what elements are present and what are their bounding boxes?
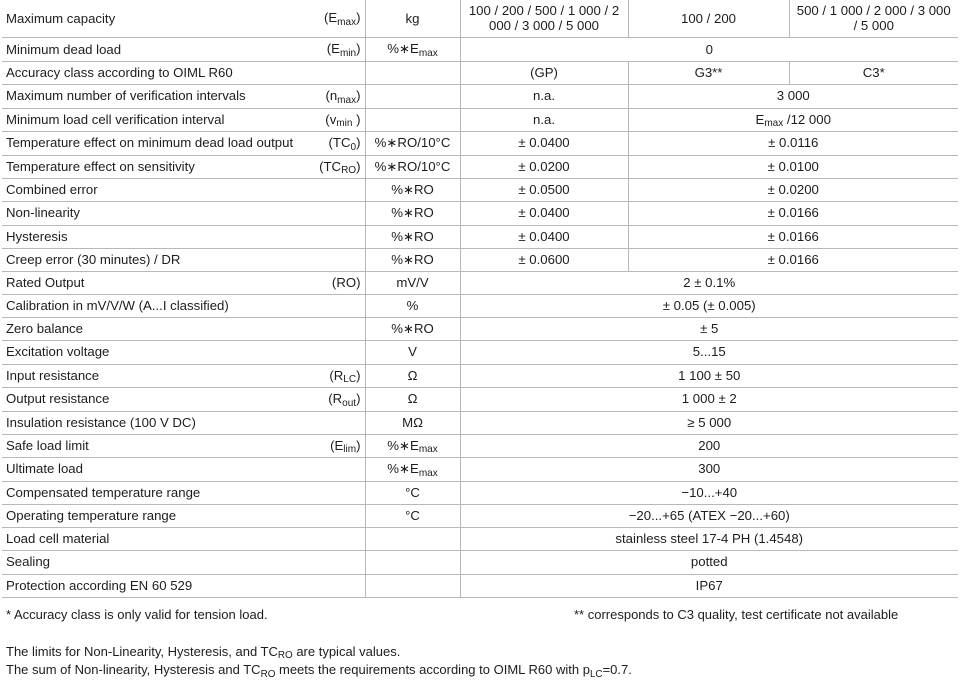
row-parameter-label: Load cell material	[2, 528, 292, 551]
row-value-g3-c3	[628, 108, 958, 132]
footnote-note-1-pre: The limits for Non-Linearity, Hysteresis, and TC	[6, 643, 278, 659]
row-symbol-sub: min	[339, 47, 357, 59]
row-symbol-base: (R	[329, 367, 344, 383]
footnote-note-2-sub: RO	[260, 668, 276, 680]
row-parameter-label: Minimum load cell verification interval	[2, 108, 292, 132]
row-value-g3-c3: ± 0.0166	[628, 248, 958, 271]
footnote-note-1	[6, 643, 954, 661]
row-symbol	[292, 155, 365, 179]
table-row	[2, 388, 958, 412]
table-row	[2, 318, 958, 341]
row-unit-base: Ω	[407, 391, 418, 407]
row-parameter-label: Rated Output	[2, 271, 292, 294]
row-symbol	[292, 108, 365, 132]
row-unit	[365, 434, 460, 458]
row-value-g3-c3-sub: max	[764, 118, 784, 130]
row-unit	[365, 551, 460, 574]
row-value-all: ≥ 5 000	[460, 411, 958, 434]
row-unit	[365, 132, 460, 156]
row-parameter-label: Temperature effect on sensitivity	[2, 155, 292, 179]
row-symbol-tail: )	[356, 367, 361, 383]
row-unit-sub: max	[418, 467, 438, 479]
row-value-g3-c3: ± 0.0100	[628, 155, 958, 179]
row-symbol	[292, 85, 365, 109]
table-row	[2, 528, 958, 551]
row-unit-base: °C	[405, 484, 420, 500]
row-parameter-label: Zero balance	[2, 318, 292, 341]
row-symbol	[292, 458, 365, 482]
row-parameter-label: Accuracy class according to OIML R60	[2, 61, 292, 84]
load-cell-specification-table	[2, 0, 958, 598]
row-value-g3: 100 / 200	[628, 0, 789, 38]
row-parameter-label: Hysteresis	[2, 225, 292, 248]
row-value-g3-c3: ± 0.0166	[628, 225, 958, 248]
table-row	[2, 179, 958, 202]
row-parameter-label: Minimum dead load	[2, 38, 292, 62]
row-parameter-label: Input resistance	[2, 364, 292, 388]
row-value-g3-c3-tail: /12 000	[783, 111, 831, 127]
row-symbol-base: (v	[325, 111, 337, 127]
row-parameter-label: Protection according EN 60 529	[2, 574, 292, 597]
row-symbol-sub: min	[336, 118, 353, 130]
row-symbol	[292, 434, 365, 458]
footnote-star-row	[6, 607, 954, 624]
row-symbol-sub: out	[342, 397, 357, 409]
row-unit	[365, 85, 460, 109]
row-value-gp: ± 0.0600	[460, 248, 628, 271]
row-symbol	[292, 248, 365, 271]
row-symbol	[292, 505, 365, 528]
row-value-all: ± 5	[460, 318, 958, 341]
table-row	[2, 248, 958, 271]
row-value-g3: G3**	[628, 61, 789, 84]
row-value-g3-c3: ± 0.0116	[628, 132, 958, 156]
table-row	[2, 434, 958, 458]
row-symbol	[292, 481, 365, 504]
row-symbol-sub: LC	[343, 374, 357, 386]
row-unit	[365, 341, 460, 364]
row-value-all: 1 000 ± 2	[460, 388, 958, 412]
row-parameter-label: Ultimate load	[2, 458, 292, 482]
row-unit	[365, 155, 460, 179]
row-symbol	[292, 0, 365, 38]
table-row	[2, 411, 958, 434]
row-symbol-tail: )	[356, 10, 361, 26]
table-row	[2, 295, 958, 318]
table-row	[2, 108, 958, 132]
row-symbol	[292, 132, 365, 156]
footnote-single-star: * Accuracy class is only valid for tension load.	[6, 606, 268, 622]
row-symbol	[292, 295, 365, 318]
table-row	[2, 271, 958, 294]
row-value-c3: 500 / 1 000 / 2 000 / 3 000 / 5 000	[789, 0, 958, 38]
row-unit	[365, 179, 460, 202]
row-symbol	[292, 388, 365, 412]
row-symbol-sub: 0	[350, 141, 357, 153]
row-unit-base: kg	[405, 10, 420, 26]
row-unit	[365, 0, 460, 38]
row-value-all: ± 0.05 (± 0.005)	[460, 295, 958, 318]
table-row	[2, 132, 958, 156]
row-parameter-label: Combined error	[2, 179, 292, 202]
row-symbol-sub: max	[337, 94, 357, 106]
table-row	[2, 85, 958, 109]
table-row	[2, 551, 958, 574]
row-parameter-label: Temperature effect on minimum dead load output	[2, 132, 292, 156]
row-parameter-label: Sealing	[2, 551, 292, 574]
row-value-gp: n.a.	[460, 85, 628, 109]
table-row	[2, 505, 958, 528]
footnote-note-1-post: are typical values.	[292, 643, 401, 659]
row-symbol-sub: lim	[343, 444, 357, 456]
table-row	[2, 225, 958, 248]
footnote-note-2	[6, 661, 954, 679]
row-parameter-label: Maximum number of verification intervals	[2, 85, 292, 109]
row-value-all: 300	[460, 458, 958, 482]
row-unit	[365, 318, 460, 341]
row-unit	[365, 38, 460, 62]
row-value-gp: (GP)	[460, 61, 628, 84]
row-unit	[365, 574, 460, 597]
row-symbol	[292, 574, 365, 597]
row-symbol	[292, 202, 365, 225]
row-unit-base: %∗E	[387, 461, 419, 477]
footnotes	[0, 607, 960, 680]
row-symbol-sub: max	[337, 17, 357, 28]
row-value-c3: C3*	[789, 61, 958, 84]
row-value-g3-c3: ± 0.0166	[628, 202, 958, 225]
row-unit-base: %∗RO/10°C	[374, 158, 451, 174]
row-parameter-label: Non-linearity	[2, 202, 292, 225]
row-value-gp: ± 0.0200	[460, 155, 628, 179]
row-value-gp: ± 0.0400	[460, 225, 628, 248]
row-symbol-sub: RO	[341, 165, 357, 177]
table-row	[2, 574, 958, 597]
footnote-note-2-pre: The sum of Non-linearity, Hysteresis and TC	[6, 662, 261, 678]
row-symbol	[292, 61, 365, 84]
row-symbol	[292, 411, 365, 434]
row-symbol	[292, 528, 365, 551]
table-row	[2, 481, 958, 504]
row-value-gp: ± 0.0400	[460, 202, 628, 225]
row-parameter-label: Output resistance	[2, 388, 292, 412]
row-value-gp: ± 0.0500	[460, 179, 628, 202]
row-symbol-base: (TC	[319, 158, 342, 174]
row-symbol-base: (n	[325, 88, 338, 104]
row-value-all: 1 100 ± 50	[460, 364, 958, 388]
row-unit	[365, 271, 460, 294]
row-value-gp: n.a.	[460, 108, 628, 132]
table-row	[2, 341, 958, 364]
row-value-all: potted	[460, 551, 958, 574]
row-symbol-base: (RO)	[331, 274, 361, 290]
row-value-all: 200	[460, 434, 958, 458]
footnote-note-2-mid: meets the requirements according to OIML R60 with p	[275, 662, 590, 678]
row-unit-base: MΩ	[402, 414, 423, 430]
footnote-note-1-sub: RO	[277, 650, 293, 662]
row-symbol-tail: )	[352, 111, 361, 127]
row-value-g3-c3: ± 0.0200	[628, 179, 958, 202]
row-value-all: 0	[460, 38, 958, 62]
row-symbol	[292, 225, 365, 248]
table-row	[2, 458, 958, 482]
footnote-notes	[6, 643, 954, 680]
row-unit-base: %∗RO	[391, 182, 434, 198]
row-value-g3-c3-base: E	[755, 111, 765, 127]
table-row	[2, 61, 958, 84]
row-unit-base: %∗RO	[391, 228, 434, 244]
table-row	[2, 0, 958, 38]
row-value-all: 2 ± 0.1%	[460, 271, 958, 294]
row-unit-base: %∗E	[387, 41, 419, 57]
row-symbol	[292, 364, 365, 388]
row-parameter-label: Calibration in mV/V/W (A...I classified)	[2, 295, 292, 318]
row-unit-base: %∗E	[387, 437, 419, 453]
row-value-all: stainless steel 17-4 PH (1.4548)	[460, 528, 958, 551]
table-row	[2, 364, 958, 388]
row-symbol	[292, 551, 365, 574]
row-unit	[365, 388, 460, 412]
row-value-all: −10...+40	[460, 481, 958, 504]
row-symbol-tail: )	[356, 158, 361, 174]
row-unit-base: V	[408, 344, 417, 360]
row-symbol	[292, 341, 365, 364]
row-parameter-label: Creep error (30 minutes) / DR	[2, 248, 292, 271]
row-parameter-label: Excitation voltage	[2, 341, 292, 364]
row-unit	[365, 248, 460, 271]
row-unit	[365, 364, 460, 388]
row-symbol-base: (TC	[328, 135, 351, 151]
footnote-note-2-post: =0.7.	[602, 662, 632, 678]
row-unit	[365, 61, 460, 84]
row-unit-base: °C	[405, 508, 420, 524]
row-unit	[365, 108, 460, 132]
row-value-all: 5...15	[460, 341, 958, 364]
row-symbol	[292, 179, 365, 202]
row-unit	[365, 225, 460, 248]
row-value-gp: 100 / 200 / 500 / 1 000 / 2 000 / 3 000 / 5 000	[460, 0, 628, 38]
row-unit-sub: max	[418, 444, 438, 456]
row-symbol-tail: )	[356, 41, 361, 57]
row-unit	[365, 458, 460, 482]
row-unit	[365, 528, 460, 551]
row-unit-base: mV/V	[396, 274, 429, 290]
row-symbol	[292, 318, 365, 341]
row-unit	[365, 202, 460, 225]
table-row	[2, 202, 958, 225]
row-symbol-base: (R	[328, 391, 343, 407]
footnote-double-star: ** corresponds to C3 quality, test certificate not available	[574, 606, 899, 622]
row-symbol-base: (E	[330, 437, 344, 453]
row-value-gp: ± 0.0400	[460, 132, 628, 156]
footnote-note-2-sub2: LC	[589, 668, 603, 680]
row-value-g3-c3: 3 000	[628, 85, 958, 109]
row-parameter-label: Compensated temperature range	[2, 481, 292, 504]
row-parameter-label: Operating temperature range	[2, 505, 292, 528]
row-unit-base: Ω	[407, 367, 418, 383]
row-symbol	[292, 38, 365, 62]
row-unit-base: %∗RO	[391, 321, 434, 337]
row-symbol-base: (E	[326, 41, 340, 57]
row-unit-base: %∗RO	[391, 251, 434, 267]
spec-table-body	[2, 0, 958, 597]
table-row	[2, 38, 958, 62]
row-unit-base: %	[406, 298, 419, 314]
row-unit-base: %∗RO	[391, 205, 434, 221]
row-parameter-label: Safe load limit	[2, 434, 292, 458]
row-parameter-label: Maximum capacity	[2, 0, 292, 38]
row-unit	[365, 411, 460, 434]
row-value-all: IP67	[460, 574, 958, 597]
table-row	[2, 155, 958, 179]
row-parameter-label: Insulation resistance (100 V DC)	[2, 411, 292, 434]
row-value-all: −20...+65 (ATEX −20...+60)	[460, 505, 958, 528]
row-symbol-tail: )	[356, 437, 361, 453]
row-unit-base: %∗RO/10°C	[374, 135, 451, 151]
row-symbol	[292, 271, 365, 294]
row-unit	[365, 505, 460, 528]
row-symbol-tail: )	[356, 391, 361, 407]
row-symbol-tail: )	[356, 135, 361, 151]
row-unit	[365, 481, 460, 504]
row-symbol-tail: )	[356, 88, 361, 104]
row-unit	[365, 295, 460, 318]
row-unit-sub: max	[418, 47, 438, 59]
row-symbol-base: (E	[323, 10, 338, 26]
